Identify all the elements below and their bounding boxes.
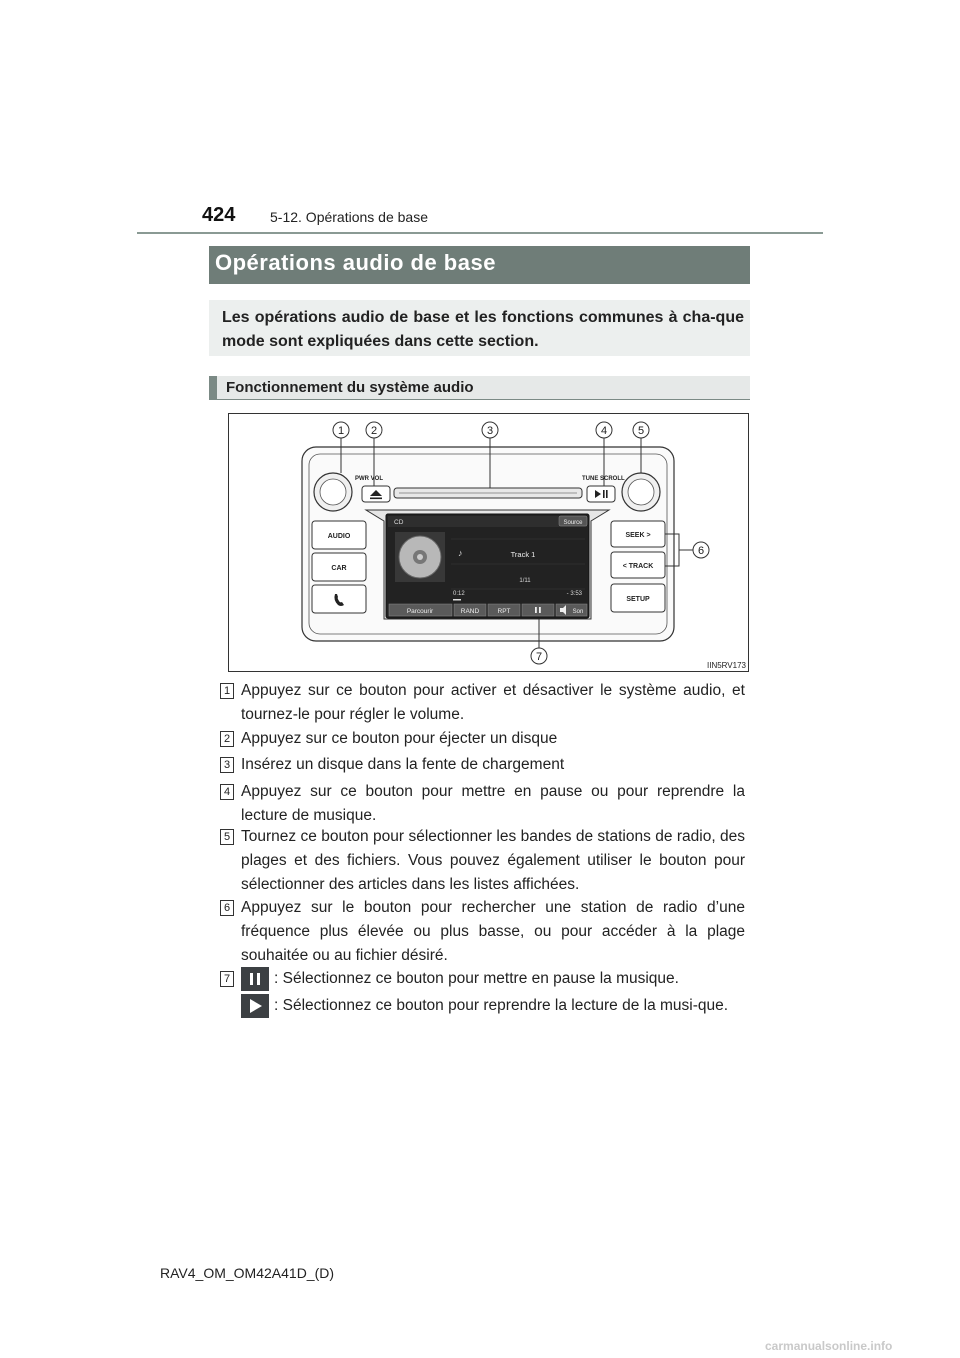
item-number-5: 5 (220, 829, 234, 845)
item-number-4: 4 (220, 784, 234, 800)
progress-bar-fill (453, 599, 461, 601)
play-icon (241, 994, 269, 1018)
screen-rpt-label: RPT (497, 608, 511, 615)
watermark: carmanualsonline.info (765, 1339, 893, 1353)
page-title: Opérations audio de base (215, 250, 496, 275)
callout-4: 4 (600, 425, 608, 437)
item-3-text: Insérez un disque dans la fente de chargement (241, 756, 565, 773)
screen-count: 1/11 (519, 578, 531, 584)
item-7-pause-text: : Sélectionnez ce bouton pour mettre en pause la musique. (274, 970, 679, 987)
screen-pause-button (522, 604, 554, 616)
music-note-icon: ♪ (458, 548, 463, 558)
section-title: 5-12. Opérations de base (270, 209, 428, 225)
callout-3: 3 (486, 425, 494, 437)
item-number-7: 7 (220, 971, 234, 987)
item-number-3: 3 (220, 757, 234, 773)
item-number-1: 1 (220, 683, 234, 699)
intro-text: Les opérations audio de base et les fonctions communes à cha-que mode sont expliquées dans cette section. (222, 309, 744, 350)
screen-son-label: Son (572, 609, 584, 615)
seek-button-label: SEEK > (625, 532, 651, 539)
item-2-text: Appuyez sur ce bouton pour éjecter un disque (241, 730, 558, 747)
audio-button-label: AUDIO (327, 533, 351, 540)
tune-scroll-label: TUNE SCROLL (582, 476, 625, 482)
callout-2: 2 (370, 425, 378, 437)
screen-source-label: Source (563, 520, 583, 526)
audio-unit-figure (228, 413, 749, 672)
item-4-text: Appuyez sur ce bouton pour mettre en pause ou pour reprendre la lecture de musique. (241, 783, 745, 824)
phone-button (312, 585, 366, 613)
item-6-text: Appuyez sur le bouton pour rechercher une station de radio d’une fréquence plus élevée ou plus basse, ou pour accéder à la plage souhaitée ou au fichier désiré. (241, 899, 745, 964)
screen-rand-label: RAND (460, 608, 480, 615)
header-rule (137, 232, 823, 234)
screen-top-bar (388, 516, 587, 527)
track-button-label: < TRACK (622, 563, 654, 570)
subheading-accent (209, 376, 217, 400)
screen-remaining: - 3:53 (566, 591, 582, 597)
callout-1: 1 (337, 425, 345, 437)
screen-pause-icon (535, 607, 537, 613)
audio-unit-illustration (229, 414, 748, 671)
car-button-label: CAR (331, 565, 347, 572)
item-5-text: Tournez ce bouton pour sélectionner les bandes de stations de radio, des plages et des fichiers. Vous pouvez également utiliser le bouton pour sélectionner des articles dans les listes affichées. (241, 828, 745, 893)
setup-button-label: SETUP (626, 596, 650, 603)
screen-track: Track 1 (510, 550, 536, 559)
figure-code: IIN5RV173 (707, 661, 746, 670)
item-7-play-text: : Sélectionnez ce bouton pour reprendre la lecture de la musi-que. (274, 997, 729, 1014)
callout-6: 6 (697, 545, 705, 557)
subheading: Fonctionnement du système audio (226, 379, 474, 396)
screen-parcourir-label: Parcourir (406, 608, 434, 615)
screen-mode: CD (394, 519, 404, 526)
callout-5: 5 (637, 425, 645, 437)
screen-elapsed: 0:12 (453, 591, 465, 597)
pwr-vol-label: PWR VOL (355, 476, 383, 482)
pause-icon (241, 967, 269, 991)
footer-code: RAV4_OM_OM42A41D_(D) (160, 1265, 335, 1281)
item-number-6: 6 (220, 900, 234, 916)
callout-7: 7 (535, 651, 543, 663)
page-number: 424 (202, 204, 236, 226)
item-1-text: Appuyez sur ce bouton pour activer et désactiver le système audio, et tournez-le pour régler le volume. (241, 682, 745, 723)
item-number-2: 2 (220, 731, 234, 747)
